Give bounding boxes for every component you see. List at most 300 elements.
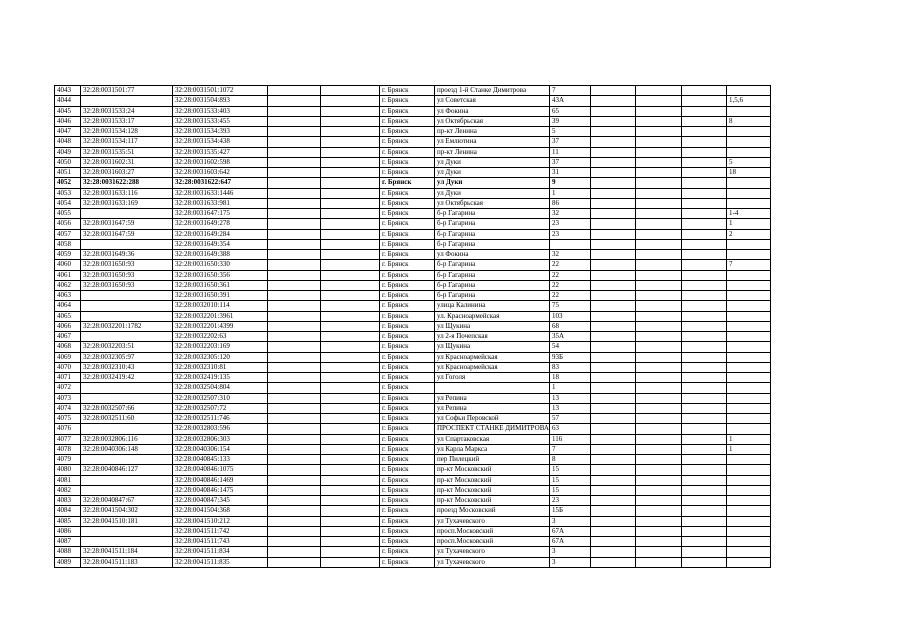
cell-empty-col-4: [268, 496, 321, 506]
cell-building-cadastral-number: 32:28:0032010:114: [173, 301, 268, 311]
cell-empty-col-11: [681, 229, 726, 239]
cell-empty-col-11: [681, 280, 726, 290]
cell-building-cadastral-number: 32:28:0031633:1446: [173, 188, 268, 198]
cell-apartment-numbers: [726, 250, 770, 260]
cell-city: г. Брянск: [380, 362, 435, 372]
cell-empty-col-4: [268, 455, 321, 465]
table-row: [55, 475, 771, 485]
cell-apartment-numbers: [726, 537, 770, 547]
cell-empty-col-5: [321, 178, 380, 188]
cell-city: г. Брянск: [380, 342, 435, 352]
cell-street: пр-кт Московский: [435, 475, 550, 485]
cell-empty-col-10: [635, 332, 681, 342]
cell-city: г. Брянск: [380, 106, 435, 116]
table-row: [55, 311, 771, 321]
cell-row-number: 4066: [55, 321, 81, 331]
cell-empty-col-10: [635, 465, 681, 475]
cell-street: пр-кт Ленина: [435, 127, 550, 137]
cell-land-cadastral-number: [81, 291, 173, 301]
cell-house-number: 15Б: [549, 506, 590, 516]
cell-empty-col-10: [635, 506, 681, 516]
cell-apartment-numbers: [726, 506, 770, 516]
cell-empty-col-11: [681, 116, 726, 126]
cell-street: ул 2-я Почепская: [435, 332, 550, 342]
cell-empty-col-9: [590, 178, 635, 188]
cell-building-cadastral-number: 32:28:0040846:1469: [173, 475, 268, 485]
cell-empty-col-9: [590, 342, 635, 352]
cell-empty-col-9: [590, 455, 635, 465]
cell-building-cadastral-number: 32:28:0031501:1072: [173, 86, 268, 96]
cell-land-cadastral-number: 32:28:0032507:66: [81, 403, 173, 413]
cell-empty-col-9: [590, 127, 635, 137]
cell-empty-col-5: [321, 332, 380, 342]
cell-house-number: 67А: [549, 526, 590, 536]
cell-building-cadastral-number: 32:28:0031534:393: [173, 127, 268, 137]
cell-row-number: 4057: [55, 229, 81, 239]
cell-empty-col-5: [321, 280, 380, 290]
cell-land-cadastral-number: [81, 455, 173, 465]
cell-row-number: 4074: [55, 403, 81, 413]
cell-empty-col-9: [590, 260, 635, 270]
cell-apartment-numbers: [726, 332, 770, 342]
cell-empty-col-5: [321, 137, 380, 147]
cell-empty-col-10: [635, 137, 681, 147]
cell-row-number: 4078: [55, 444, 81, 454]
cell-land-cadastral-number: 32:28:0031603:27: [81, 168, 173, 178]
cell-building-cadastral-number: 32:28:0031533:455: [173, 116, 268, 126]
cell-empty-col-4: [268, 547, 321, 557]
cell-empty-col-5: [321, 168, 380, 178]
cell-city: г. Брянск: [380, 260, 435, 270]
table-body: [55, 86, 771, 568]
cell-row-number: 4062: [55, 280, 81, 290]
cell-city: г. Брянск: [380, 455, 435, 465]
cell-land-cadastral-number: 32:28:0031533:24: [81, 106, 173, 116]
cell-city: г. Брянск: [380, 239, 435, 249]
cell-empty-col-5: [321, 485, 380, 495]
table-row: [55, 198, 771, 208]
table-row: [55, 414, 771, 424]
cell-empty-col-10: [635, 547, 681, 557]
cell-city: г. Брянск: [380, 311, 435, 321]
cell-row-number: 4080: [55, 465, 81, 475]
cell-empty-col-4: [268, 321, 321, 331]
cell-building-cadastral-number: 32:28:0040846:1475: [173, 485, 268, 495]
cell-city: г. Брянск: [380, 475, 435, 485]
cell-empty-col-10: [635, 516, 681, 526]
table-row: [55, 301, 771, 311]
cell-empty-col-5: [321, 516, 380, 526]
cell-house-number: 15: [549, 475, 590, 485]
cell-house-number: 15: [549, 465, 590, 475]
cell-empty-col-9: [590, 137, 635, 147]
cell-city: г. Брянск: [380, 270, 435, 280]
cell-empty-col-4: [268, 414, 321, 424]
cell-empty-col-9: [590, 291, 635, 301]
cell-row-number: 4050: [55, 157, 81, 167]
table-row: [55, 496, 771, 506]
cell-empty-col-11: [681, 219, 726, 229]
cell-empty-col-11: [681, 250, 726, 260]
cell-empty-col-10: [635, 291, 681, 301]
table-row: [55, 147, 771, 157]
cell-street: б-р Гагарина: [435, 209, 550, 219]
cell-empty-col-10: [635, 475, 681, 485]
cell-street: ул Фокина: [435, 106, 550, 116]
table-row: [55, 116, 771, 126]
cell-empty-col-4: [268, 424, 321, 434]
table-row: [55, 270, 771, 280]
cell-empty-col-9: [590, 332, 635, 342]
cell-apartment-numbers: [726, 373, 770, 383]
cell-empty-col-11: [681, 414, 726, 424]
cell-house-number: 7: [549, 86, 590, 96]
cell-row-number: 4054: [55, 198, 81, 208]
cell-empty-col-9: [590, 444, 635, 454]
cell-empty-col-5: [321, 301, 380, 311]
cell-empty-col-4: [268, 209, 321, 219]
cell-empty-col-10: [635, 496, 681, 506]
cell-land-cadastral-number: 32:28:0031535:51: [81, 147, 173, 157]
cell-city: г. Брянск: [380, 137, 435, 147]
cell-empty-col-5: [321, 362, 380, 372]
cell-empty-col-10: [635, 96, 681, 106]
table-row: [55, 403, 771, 413]
cell-land-cadastral-number: 32:28:0031649:36: [81, 250, 173, 260]
cell-building-cadastral-number: 32:28:0032806:303: [173, 434, 268, 444]
cell-apartment-numbers: 2: [726, 229, 770, 239]
cell-row-number: 4052: [55, 178, 81, 188]
cell-empty-col-5: [321, 96, 380, 106]
cell-empty-col-5: [321, 526, 380, 536]
table-row: [55, 537, 771, 547]
cell-street: ул Тухачевского: [435, 547, 550, 557]
cell-empty-col-4: [268, 393, 321, 403]
cell-city: г. Брянск: [380, 526, 435, 536]
cell-empty-col-9: [590, 352, 635, 362]
cell-empty-col-9: [590, 321, 635, 331]
cell-street: ул Гоголя: [435, 373, 550, 383]
cell-empty-col-11: [681, 270, 726, 280]
table-row: [55, 260, 771, 270]
cell-empty-col-4: [268, 96, 321, 106]
cell-house-number: 1: [549, 188, 590, 198]
table-row: [55, 250, 771, 260]
cell-empty-col-9: [590, 116, 635, 126]
cell-land-cadastral-number: 32:28:0032305:97: [81, 352, 173, 362]
cell-empty-col-4: [268, 250, 321, 260]
cell-apartment-numbers: [726, 547, 770, 557]
cell-apartment-numbers: [726, 291, 770, 301]
cell-street: ул Репина: [435, 393, 550, 403]
cell-empty-col-11: [681, 168, 726, 178]
cell-row-number: 4047: [55, 127, 81, 137]
cell-apartment-numbers: [726, 342, 770, 352]
cell-empty-col-4: [268, 127, 321, 137]
cell-house-number: 18: [549, 373, 590, 383]
cell-apartment-numbers: [726, 127, 770, 137]
cell-building-cadastral-number: 32:28:0041511:835: [173, 557, 268, 567]
cell-empty-col-4: [268, 178, 321, 188]
cell-empty-col-9: [590, 434, 635, 444]
cell-empty-col-4: [268, 280, 321, 290]
cell-apartment-numbers: [726, 485, 770, 495]
cell-empty-col-4: [268, 373, 321, 383]
table-row: [55, 465, 771, 475]
cell-empty-col-5: [321, 250, 380, 260]
cell-apartment-numbers: [726, 465, 770, 475]
cell-land-cadastral-number: 32:28:0031650:93: [81, 270, 173, 280]
cell-city: г. Брянск: [380, 403, 435, 413]
cell-street: проезд Московский: [435, 506, 550, 516]
cell-land-cadastral-number: 32:28:0031650:93: [81, 260, 173, 270]
cell-empty-col-11: [681, 260, 726, 270]
cell-apartment-numbers: [726, 106, 770, 116]
cell-building-cadastral-number: 32:28:0031622:647: [173, 178, 268, 188]
cell-empty-col-9: [590, 229, 635, 239]
cell-house-number: 9: [549, 178, 590, 188]
cell-row-number: 4088: [55, 547, 81, 557]
cell-street: ул Советская: [435, 96, 550, 106]
cell-land-cadastral-number: [81, 311, 173, 321]
cell-city: г. Брянск: [380, 116, 435, 126]
cell-empty-col-5: [321, 219, 380, 229]
cell-empty-col-11: [681, 209, 726, 219]
cell-row-number: 4053: [55, 188, 81, 198]
cell-street: ул Октябрьская: [435, 198, 550, 208]
cell-building-cadastral-number: 32:28:0032203:169: [173, 342, 268, 352]
cell-empty-col-4: [268, 332, 321, 342]
cell-land-cadastral-number: 32:28:0031647:59: [81, 219, 173, 229]
cell-empty-col-5: [321, 424, 380, 434]
table-row: [55, 106, 771, 116]
cell-street: ул Тухачевского: [435, 516, 550, 526]
cell-house-number: 15: [549, 485, 590, 495]
cell-empty-col-11: [681, 342, 726, 352]
cell-house-number: 1: [549, 383, 590, 393]
cell-empty-col-9: [590, 537, 635, 547]
cell-empty-col-4: [268, 475, 321, 485]
cell-empty-col-10: [635, 526, 681, 536]
cell-empty-col-10: [635, 393, 681, 403]
table-row: [55, 280, 771, 290]
cell-apartment-numbers: [726, 383, 770, 393]
cell-street: б-р Гагарина: [435, 239, 550, 249]
cell-empty-col-5: [321, 506, 380, 516]
cell-empty-col-11: [681, 96, 726, 106]
cell-house-number: 37: [549, 157, 590, 167]
cell-building-cadastral-number: 32:28:0032511:746: [173, 414, 268, 424]
cell-street: ул Емлютина: [435, 137, 550, 147]
cell-row-number: 4048: [55, 137, 81, 147]
cell-row-number: 4087: [55, 537, 81, 547]
cell-apartment-numbers: [726, 301, 770, 311]
cell-building-cadastral-number: 32:28:0032201:3961: [173, 311, 268, 321]
cell-house-number: 3: [549, 547, 590, 557]
cell-empty-col-5: [321, 229, 380, 239]
cell-row-number: 4068: [55, 342, 81, 352]
cell-land-cadastral-number: [81, 239, 173, 249]
cell-city: г. Брянск: [380, 424, 435, 434]
cell-empty-col-11: [681, 147, 726, 157]
cell-apartment-numbers: 1: [726, 434, 770, 444]
cell-empty-col-10: [635, 209, 681, 219]
cell-land-cadastral-number: 32:28:0032201:1782: [81, 321, 173, 331]
cell-city: г. Брянск: [380, 465, 435, 475]
cell-street: б-р Гагарина: [435, 291, 550, 301]
cell-land-cadastral-number: [81, 96, 173, 106]
cell-empty-col-5: [321, 496, 380, 506]
cell-empty-col-4: [268, 86, 321, 96]
cell-empty-col-4: [268, 137, 321, 147]
cell-empty-col-10: [635, 373, 681, 383]
cell-land-cadastral-number: 32:28:0040847:67: [81, 496, 173, 506]
cell-street: пр-кт Московский: [435, 485, 550, 495]
cell-land-cadastral-number: 32:28:0032806:116: [81, 434, 173, 444]
cell-empty-col-11: [681, 496, 726, 506]
cell-street: б-р Гагарина: [435, 280, 550, 290]
cell-house-number: 22: [549, 260, 590, 270]
cell-building-cadastral-number: 32:28:0032202:63: [173, 332, 268, 342]
cell-row-number: 4085: [55, 516, 81, 526]
cell-empty-col-10: [635, 260, 681, 270]
cell-empty-col-11: [681, 291, 726, 301]
cell-empty-col-9: [590, 250, 635, 260]
cell-street: ул Софьи Перовской: [435, 414, 550, 424]
cell-city: г. Брянск: [380, 444, 435, 454]
cell-house-number: 39: [549, 116, 590, 126]
cell-street: улица Калинина: [435, 301, 550, 311]
cell-building-cadastral-number: 32:28:0031647:175: [173, 209, 268, 219]
table-row: [55, 557, 771, 567]
cell-empty-col-11: [681, 311, 726, 321]
table-row: [55, 96, 771, 106]
cell-empty-col-5: [321, 270, 380, 280]
cell-row-number: 4070: [55, 362, 81, 372]
cell-empty-col-5: [321, 352, 380, 362]
cell-empty-col-10: [635, 127, 681, 137]
cell-empty-col-10: [635, 342, 681, 352]
cell-empty-col-5: [321, 383, 380, 393]
cell-row-number: 4058: [55, 239, 81, 249]
cell-empty-col-11: [681, 352, 726, 362]
cell-empty-col-4: [268, 168, 321, 178]
cell-street: ул Щукина: [435, 342, 550, 352]
cell-empty-col-9: [590, 516, 635, 526]
cell-empty-col-10: [635, 178, 681, 188]
cell-empty-col-11: [681, 465, 726, 475]
cell-empty-col-5: [321, 127, 380, 137]
table-row: [55, 332, 771, 342]
cell-building-cadastral-number: 32:28:0031504:893: [173, 96, 268, 106]
table-row: [55, 516, 771, 526]
cell-row-number: 4064: [55, 301, 81, 311]
cell-house-number: 22: [549, 291, 590, 301]
cell-house-number: 23: [549, 229, 590, 239]
cell-city: г. Брянск: [380, 96, 435, 106]
cell-empty-col-9: [590, 383, 635, 393]
cell-empty-col-5: [321, 188, 380, 198]
cell-row-number: 4045: [55, 106, 81, 116]
table-row: [55, 444, 771, 454]
cell-apartment-numbers: [726, 311, 770, 321]
cell-apartment-numbers: [726, 393, 770, 403]
table-row: [55, 209, 771, 219]
cell-apartment-numbers: [726, 475, 770, 485]
cell-empty-col-5: [321, 260, 380, 270]
cell-empty-col-10: [635, 444, 681, 454]
cell-row-number: 4086: [55, 526, 81, 536]
table-row: [55, 229, 771, 239]
cell-land-cadastral-number: [81, 537, 173, 547]
cell-row-number: 4049: [55, 147, 81, 157]
cell-empty-col-9: [590, 301, 635, 311]
cell-land-cadastral-number: 32:28:0031633:169: [81, 198, 173, 208]
table-row: [55, 178, 771, 188]
cell-empty-col-10: [635, 188, 681, 198]
cell-land-cadastral-number: [81, 393, 173, 403]
cell-empty-col-5: [321, 547, 380, 557]
cell-land-cadastral-number: 32:28:0031647:59: [81, 229, 173, 239]
cell-apartment-numbers: [726, 239, 770, 249]
cell-building-cadastral-number: 32:28:0032305:120: [173, 352, 268, 362]
cell-house-number: 37: [549, 137, 590, 147]
cell-land-cadastral-number: 32:28:0041504:302: [81, 506, 173, 516]
cell-empty-col-9: [590, 311, 635, 321]
cell-empty-col-4: [268, 311, 321, 321]
cell-apartment-numbers: [726, 147, 770, 157]
cell-empty-col-9: [590, 168, 635, 178]
cell-city: г. Брянск: [380, 485, 435, 495]
cell-empty-col-10: [635, 424, 681, 434]
cell-apartment-numbers: [726, 137, 770, 147]
cell-land-cadastral-number: [81, 383, 173, 393]
cell-row-number: 4075: [55, 414, 81, 424]
cell-street: ул Октябрьская: [435, 116, 550, 126]
cell-empty-col-11: [681, 373, 726, 383]
cell-house-number: 23: [549, 219, 590, 229]
cell-empty-col-10: [635, 116, 681, 126]
cell-city: г. Брянск: [380, 434, 435, 444]
cell-house-number: 23: [549, 496, 590, 506]
cell-apartment-numbers: 7: [726, 260, 770, 270]
cell-building-cadastral-number: 32:28:0041510:212: [173, 516, 268, 526]
cell-land-cadastral-number: 32:28:0031533:17: [81, 116, 173, 126]
cell-empty-col-9: [590, 373, 635, 383]
cell-city: г. Брянск: [380, 352, 435, 362]
cell-building-cadastral-number: 32:28:0032310:81: [173, 362, 268, 372]
cell-house-number: 83: [549, 362, 590, 372]
cell-street: ул Дуки: [435, 168, 550, 178]
cell-empty-col-5: [321, 106, 380, 116]
cell-empty-col-11: [681, 362, 726, 372]
cell-street: ул Репина: [435, 403, 550, 413]
cell-apartment-numbers: [726, 557, 770, 567]
cell-row-number: 4089: [55, 557, 81, 567]
cell-empty-col-4: [268, 198, 321, 208]
cell-house-number: 32: [549, 250, 590, 260]
cell-empty-col-4: [268, 301, 321, 311]
cell-land-cadastral-number: 32:28:0031501:77: [81, 86, 173, 96]
cell-empty-col-11: [681, 321, 726, 331]
cell-row-number: 4051: [55, 168, 81, 178]
cell-empty-col-5: [321, 465, 380, 475]
cell-empty-col-10: [635, 147, 681, 157]
cell-empty-col-5: [321, 321, 380, 331]
cell-empty-col-4: [268, 342, 321, 352]
cell-house-number: 65: [549, 106, 590, 116]
cell-empty-col-10: [635, 86, 681, 96]
